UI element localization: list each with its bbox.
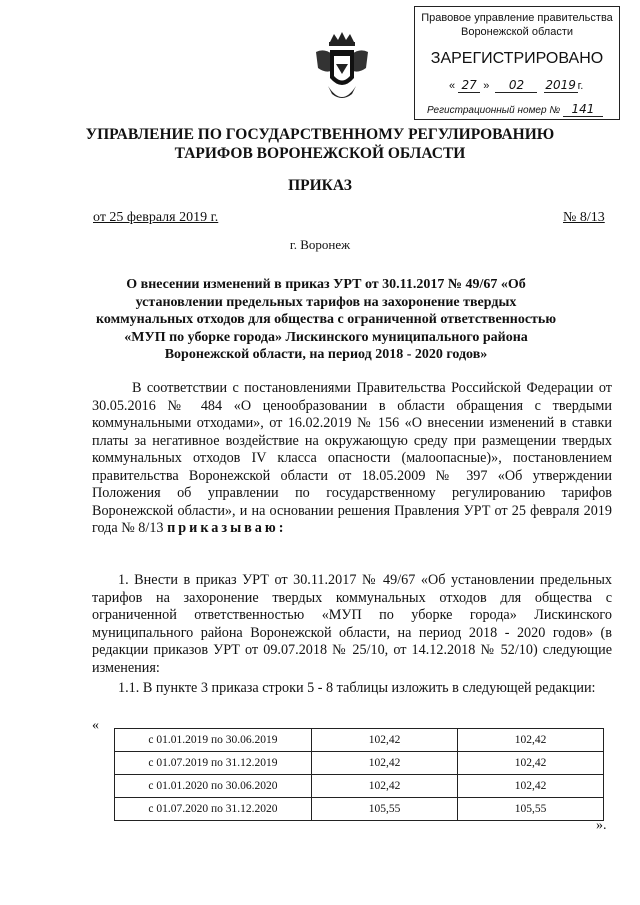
stamp-line-2: Воронежской области	[460, 26, 573, 38]
table-cell-period: с 01.01.2020 по 30.06.2020	[115, 775, 312, 798]
table-cell-value: 102,42	[312, 752, 458, 775]
preamble-text: В соответствии с постановлениями Правительства Российской Федерации от 30.05.2016 № 484 «О ценообразовании в области обращения с твердыми коммунальными отходами», от 16.02.2019 № 156 «О внесении изменений в ставки платы за негативное воздействие на окружающую среду при размещении твердых коммунальных отходов IV класса опасности (малоопасные)», постановлением правительства Воронежской области от 18.05.2009 № 397 «Об утверждении Положения об управлении по государственному регулированию тарифов Воронежской области», и на основании решения Правления УРТ от 25 февраля 2019 года № 8/13	[92, 380, 612, 536]
quote-close: ».	[596, 818, 607, 833]
stamp-date-year: 2019	[545, 78, 576, 92]
registration-stamp	[414, 6, 620, 120]
coat-of-arms-icon	[314, 30, 370, 110]
order-date: от 25 февраля 2019 г.	[93, 210, 219, 225]
quote-open: «	[92, 718, 99, 733]
city: г. Воронеж	[289, 237, 351, 252]
table-cell-value: 105,55	[312, 798, 458, 821]
org-name-line-2: ТАРИФОВ ВОРОНЕЖСКОЙ ОБЛАСТИ	[174, 145, 466, 162]
document-type: ПРИКАЗ	[288, 177, 352, 194]
table-cell-value: 102,42	[458, 775, 604, 798]
stamp-reg-number	[427, 102, 603, 117]
table-row	[115, 729, 604, 752]
table-cell-period: с 01.07.2019 по 31.12.2019	[115, 752, 312, 775]
stamp-reg-label: Регистрационный номер №	[427, 105, 561, 116]
stamp-line-1: Правовое управление правительства	[421, 12, 613, 24]
prikazyvayu: приказываю:	[167, 520, 287, 536]
stamp-reg-value: 141	[563, 102, 603, 117]
org-name-line-1: УПРАВЛЕНИЕ ПО ГОСУДАРСТВЕННОМУ РЕГУЛИРОВАНИЮ	[85, 126, 555, 143]
table-row	[115, 752, 604, 775]
stamp-date-day: 27	[458, 78, 480, 93]
table-cell-value: 102,42	[458, 752, 604, 775]
table-cell-value: 102,42	[458, 729, 604, 752]
item-1-1: 1.1. В пункте 3 приказа строки 5 - 8 таблицы изложить в следующей редакции:	[118, 680, 596, 696]
order-number: № 8/13	[563, 210, 605, 225]
table-row	[115, 775, 604, 798]
table-cell-value: 105,55	[458, 798, 604, 821]
table-cell-value: 102,42	[312, 729, 458, 752]
item-1: 1. Внести в приказ УРТ от 30.11.2017 № 49/67 «Об установлении предельных тарифов на захоронение твердых коммунальных отходов для общества с ограниченной ответственностью «МУП по уборке города» Лискинского муниципального района Воронежской области, на период 2018 - 2020 годов» (в редакции приказов УРТ от 09.07.2018 № 25/10, от 14.12.2018 № 52/10) следующие изменения:	[92, 572, 612, 676]
table-cell-period: с 01.01.2019 по 30.06.2019	[115, 729, 312, 752]
tariff-table	[114, 728, 604, 821]
stamp-date: « 27 » 02 2019 г.	[449, 78, 584, 92]
stamp-date-month: 02	[495, 78, 537, 93]
table-row	[115, 798, 604, 821]
stamp-registered: ЗАРЕГИСТРИРОВАНО	[430, 50, 604, 67]
table-cell-period: с 01.07.2020 по 31.12.2020	[115, 798, 312, 821]
preamble	[92, 380, 612, 538]
table-cell-value: 102,42	[312, 775, 458, 798]
document-title: О внесении изменений в приказ УРТ от 30.11.2017 № 49/67 «Об установлении предельных тарифов на захоронение твердых коммунальных отходов для общества с ограниченной ответственностью «МУП по уборке города» Лискинского муниципального района Воронежской области, на период 2018 - 2020 годов»	[95, 277, 557, 363]
